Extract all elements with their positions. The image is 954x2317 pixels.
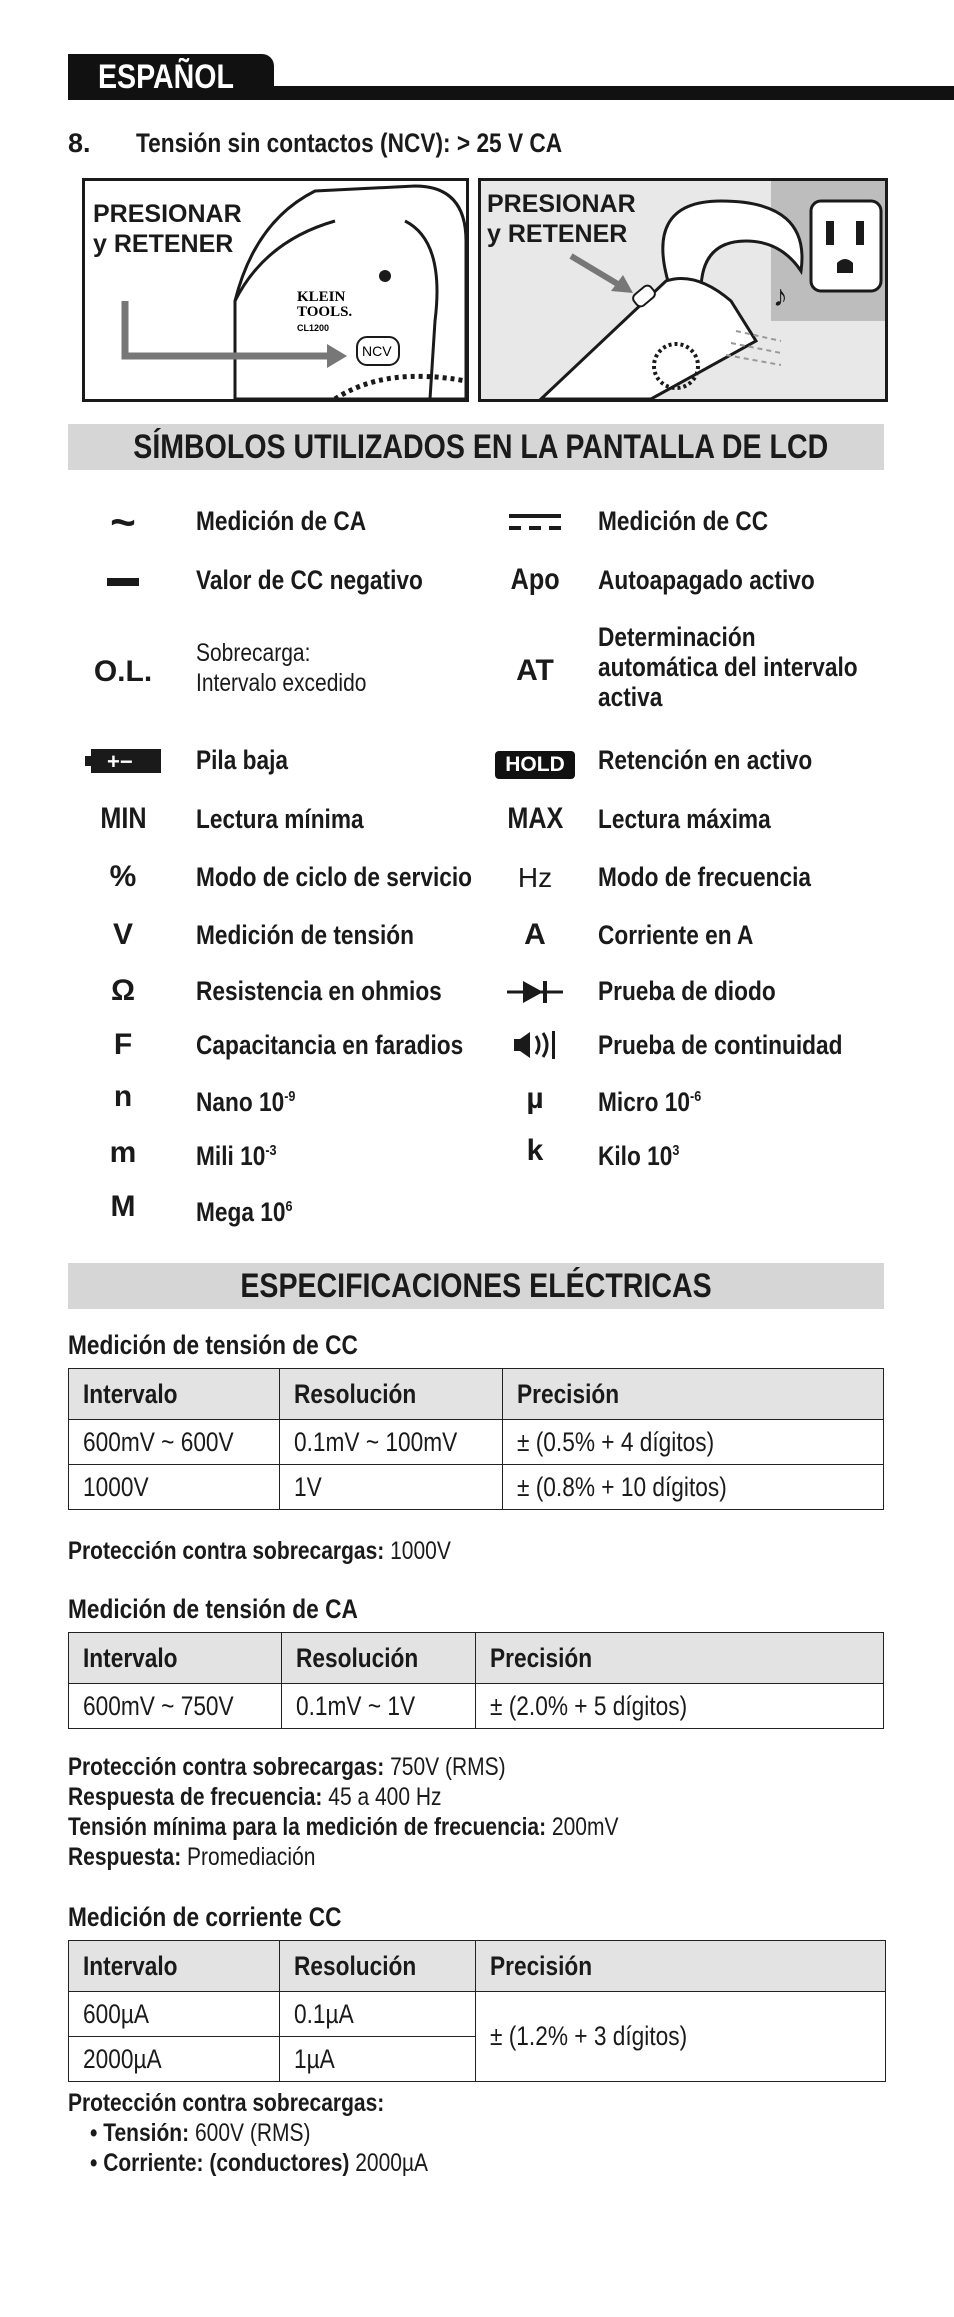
table-cell: 600µA <box>69 1992 280 2037</box>
table-cell: 600mV ~ 750V <box>69 1684 282 1729</box>
table-row <box>69 1684 884 1729</box>
symbol-desc: Autoapagado activo <box>598 565 815 595</box>
header-cell: Precisión <box>476 1633 884 1684</box>
negative-icon <box>68 566 178 600</box>
min-symbol: MIN <box>99 802 147 835</box>
symbol-desc: Micro $10^{-6}$ <box>598 1087 702 1117</box>
apo-symbol: Apo <box>510 563 560 596</box>
dc-voltage-protection-note: Protección contra sobrecargas: 1000V <box>68 1537 451 1565</box>
press-hold-label-left <box>93 199 242 259</box>
ncv-illustration-left <box>82 178 469 402</box>
sound-note-icon: ♪ <box>773 280 788 313</box>
note-line: Respuesta: Promediación <box>68 1843 316 1871</box>
ac-voltage-title: Medición de tensión de CA <box>68 1594 358 1624</box>
model-label: CL1200 <box>297 323 330 333</box>
table-cell: 600mV ~ 600V <box>69 1420 280 1465</box>
header-cell: Resolución <box>280 1369 503 1420</box>
symbol-desc: Prueba de continuidad <box>598 1030 843 1060</box>
press-line-2: y RETENER <box>93 230 234 258</box>
header-cell: Intervalo <box>69 1941 280 1992</box>
milli-symbol: m <box>109 1136 137 1169</box>
symbol-desc: Kilo $10^3$ <box>598 1141 680 1171</box>
auto-range-symbol: AT <box>516 654 554 687</box>
table-cell: ± (0.5% + 4 dígitos) <box>503 1420 884 1465</box>
step-number: 8. <box>68 128 91 158</box>
symbol-desc: Pila baja <box>196 745 289 775</box>
dc-voltage-table <box>68 1368 884 1510</box>
table-cell: ± (2.0% + 5 dígitos) <box>476 1684 884 1729</box>
amp-symbol: A <box>524 918 546 951</box>
volt-symbol: V <box>112 918 133 951</box>
continuity-icon <box>480 1030 590 1068</box>
header-cell: Precisión <box>503 1369 884 1420</box>
ncv-illustration-right <box>478 178 888 402</box>
symbol-desc: Mili $10^{-3}$ <box>196 1141 277 1171</box>
header-cell: Intervalo <box>69 1633 282 1684</box>
hz-symbol: Hz <box>517 862 553 893</box>
symbols-section-title-band <box>68 424 884 470</box>
symbol-desc: Valor de CC negativo <box>196 565 423 595</box>
symbol-desc: Medición de tensión <box>196 920 415 950</box>
outlet-icon <box>811 201 881 291</box>
language-label: ESPAÑOL <box>98 58 234 96</box>
symbol-desc: Modo de ciclo de servicio <box>196 862 473 892</box>
table-row <box>69 1992 886 2037</box>
note-line: Protección contra sobrecargas: <box>68 2089 385 2117</box>
brand-line-2: TOOLS. <box>297 304 353 320</box>
ac-symbol: ~ <box>110 498 136 547</box>
table-cell: 2000µA <box>69 2037 280 2082</box>
electrical-section-title: ESPECIFICACIONES ELÉCTRICAS <box>240 1267 712 1305</box>
symbol-desc: Lectura máxima <box>598 804 771 834</box>
symbol-desc: Mega $10^6$ <box>196 1197 293 1227</box>
symbol-desc: Lectura mínima <box>196 804 364 834</box>
hold-icon: HOLD <box>480 745 590 779</box>
bullet-item: • Corriente: (conductores) 2000µA <box>90 2149 429 2177</box>
symbol-desc: Prueba de diodo <box>598 976 776 1006</box>
table-cell: 1µA <box>280 2037 476 2082</box>
percent-symbol: % <box>109 860 137 893</box>
table-cell: 1V <box>280 1465 503 1510</box>
dc-voltage-title: Medición de tensión de CC <box>68 1330 358 1360</box>
svg-text:+−: +− <box>107 749 133 774</box>
ncv-button-label: NCV <box>362 343 392 359</box>
table-header-row <box>69 1941 886 1992</box>
note-line: Tensión mínima para la medición de frecuencia: 200mV <box>68 1813 619 1841</box>
press-line-1: PRESIONAR <box>93 200 242 228</box>
kilo-symbol: k <box>526 1134 544 1167</box>
symbol-desc: Determinación automática del intervalo activa <box>598 622 858 712</box>
table-cell: 0.1mV ~ 1V <box>282 1684 476 1729</box>
dc-current-notes <box>68 2088 492 2178</box>
symbols-section-title: SÍMBOLOS UTILIZADOS EN LA PANTALLA DE LCD <box>133 428 829 466</box>
table-cell: ± (0.8% + 10 dígitos) <box>503 1465 884 1510</box>
symbol-desc: Retención en activo <box>598 745 813 775</box>
press-hold-label-right <box>487 189 636 249</box>
battery-icon <box>68 747 178 783</box>
dc-current-table <box>68 1940 886 2082</box>
symbol-desc: Medición de CA <box>196 506 367 536</box>
symbol-desc: Capacitancia en faradios <box>196 1030 464 1060</box>
table-row <box>69 1420 884 1465</box>
header-cell: Intervalo <box>69 1369 280 1420</box>
mega-symbol: M <box>110 1190 136 1223</box>
table-header-row <box>69 1369 884 1420</box>
dc-icon <box>480 510 590 544</box>
header-cell: Resolución <box>282 1633 476 1684</box>
symbol-desc: Sobrecarga: Intervalo excedido <box>196 639 367 697</box>
symbol-desc: Medición de CC <box>598 506 769 536</box>
micro-symbol: µ <box>526 1082 544 1115</box>
ac-voltage-notes <box>68 1752 723 1872</box>
electrical-section-title-band <box>68 1263 884 1309</box>
farad-symbol: F <box>113 1028 133 1061</box>
brand-line-1: KLEIN <box>297 289 346 305</box>
press-line-1: PRESIONAR <box>487 190 636 218</box>
table-cell: 0.1µA <box>280 1992 476 2037</box>
diode-icon <box>480 978 590 1014</box>
language-tab <box>68 54 274 100</box>
header-cell: Precisión <box>476 1941 886 1992</box>
table-header-row <box>69 1633 884 1684</box>
header-cell: Resolución <box>280 1941 476 1992</box>
overload-symbol: O.L. <box>93 655 153 688</box>
note-line: Respuesta de frecuencia: 45 a 400 Hz <box>68 1783 442 1811</box>
table-row <box>69 1465 884 1510</box>
max-symbol: MAX <box>506 802 563 835</box>
ac-voltage-table <box>68 1632 884 1729</box>
nano-symbol: n <box>113 1080 133 1113</box>
section-header <box>0 0 954 110</box>
press-line-2: y RETENER <box>487 220 628 248</box>
table-cell: 1000V <box>69 1465 280 1510</box>
step-title: Tensión sin contactos (NCV): > 25 V CA <box>136 128 563 158</box>
dc-current-title: Medición de corriente CC <box>68 1902 342 1932</box>
table-cell: ± (1.2% + 3 dígitos) <box>476 1992 886 2082</box>
symbol-desc: Corriente en A <box>598 920 754 950</box>
symbol-desc: Nano $10^{-9}$ <box>196 1087 296 1117</box>
ohm-symbol: Ω <box>110 974 136 1007</box>
table-cell: 0.1mV ~ 100mV <box>280 1420 503 1465</box>
symbol-desc: Resistencia en ohmios <box>196 976 442 1006</box>
symbol-desc: Modo de frecuencia <box>598 862 811 892</box>
note-line: Protección contra sobrecargas: 750V (RMS) <box>68 1753 506 1781</box>
bullet-item: • Tensión: 600V (RMS) <box>90 2119 311 2147</box>
